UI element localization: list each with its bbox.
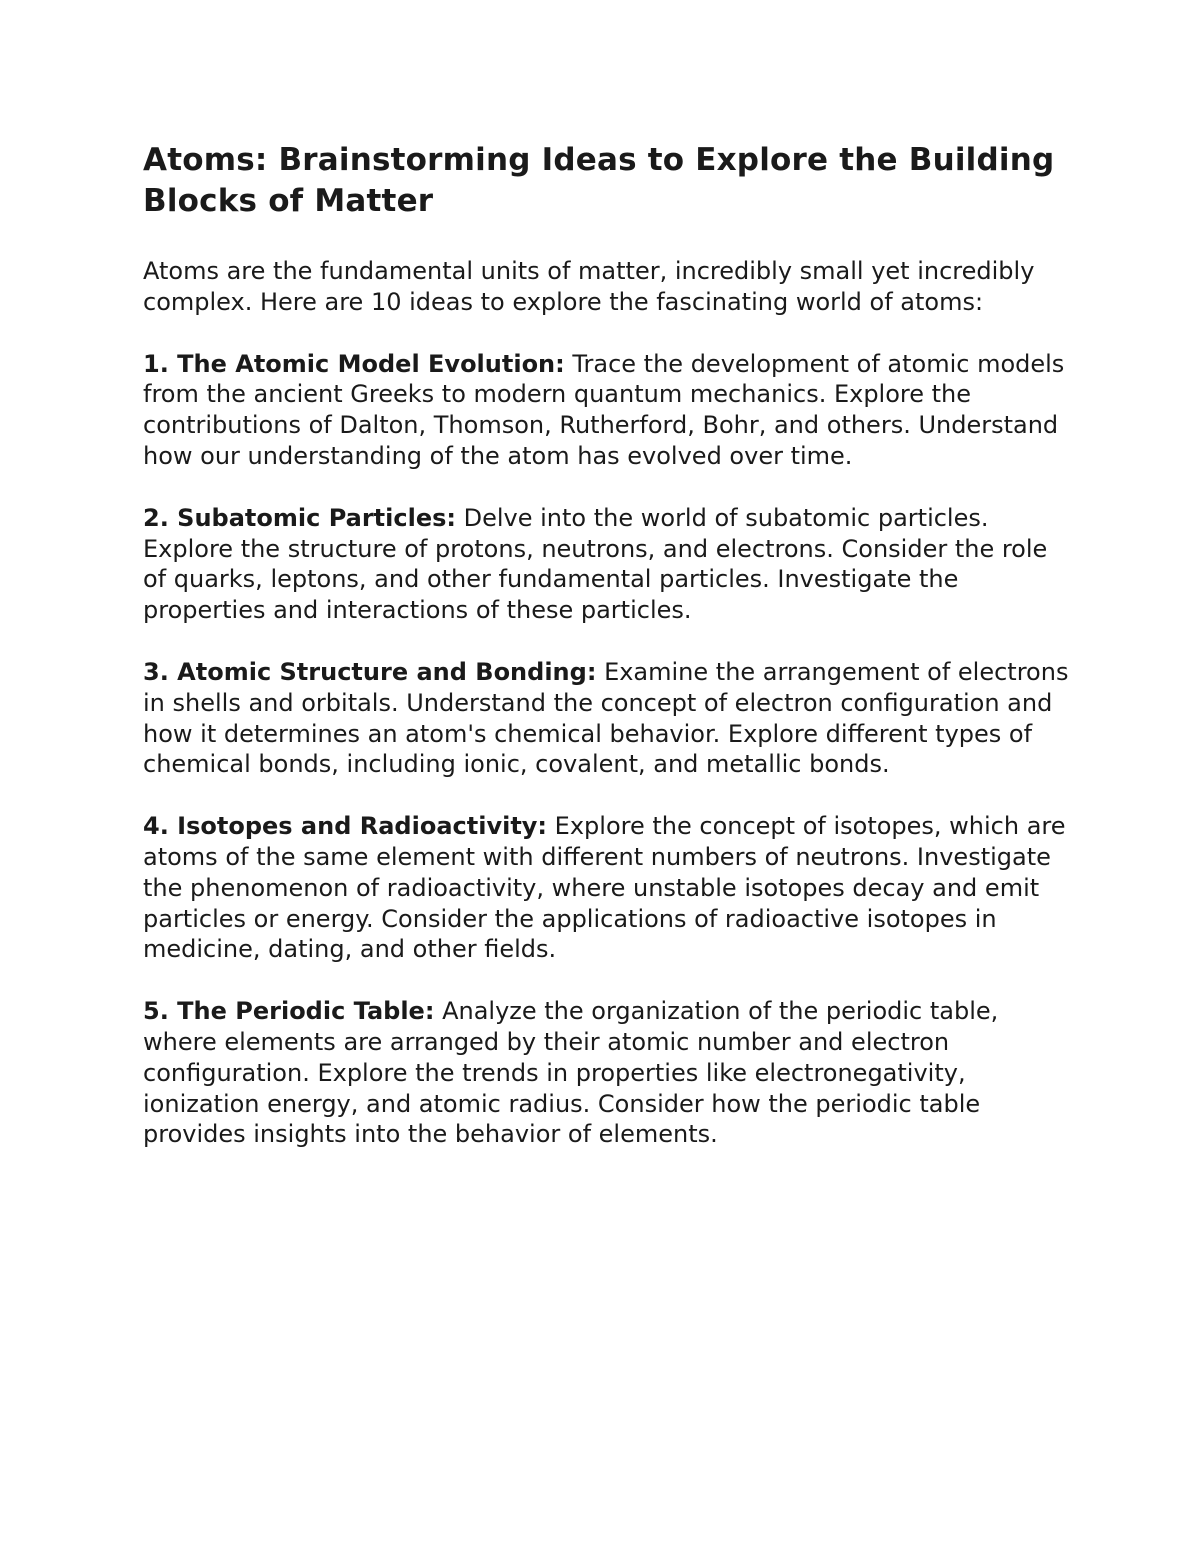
idea-paragraph <box>143 503 1073 626</box>
idea-body: Explore the concept of isotopes, which are atoms of the same element with different numbers of neutrons. Investigate the phenomenon of radioactivity, where unstable isotopes decay and emit particles or energy. Consider the applications of radioactive isotopes in medicine, dating, and other fields. <box>143 812 1066 964</box>
idea-body: Examine the arrangement of electrons in shells and orbitals. Understand the concept of electron configuration and how it determines an atom's chemical behavior. Explore different types of chemical bonds, including ionic, covalent, and metallic bonds. <box>143 657 1069 779</box>
idea-body: Trace the development of atomic models from the ancient Greeks to modern quantum mechanics. Explore the contributions of Dalton, Thomson, Rutherford, Bohr, and others. Understand how our understanding of the atom has evolved over time. <box>143 349 1065 470</box>
idea-heading: 3. Atomic Structure and Bonding: <box>143 657 597 686</box>
idea-heading: 4. Isotopes and Radioactivity: <box>143 812 548 841</box>
idea-body: Analyze the organization of the periodic table, where elements are arranged by their atomic number and electron configuration. Explore the trends in properties like electronegativity, ionization energy, and atomic radius. Consider how the periodic table provides insights into the behavior of elements. <box>143 997 999 1149</box>
idea-paragraph <box>143 996 1073 1150</box>
idea-paragraph <box>143 811 1073 965</box>
idea-heading: 1. The Atomic Model Evolution: <box>143 349 565 378</box>
document-title: Atoms: Brainstorming Ideas to Explore the Building Blocks of Matter <box>143 142 1055 219</box>
intro-paragraph: Atoms are the fundamental units of matter, incredibly small yet incredibly complex. Here are 10 ideas to explore the fascinating world of atoms: <box>143 257 1035 316</box>
idea-heading: 5. The Periodic Table: <box>143 997 435 1026</box>
idea-paragraph <box>143 349 1073 472</box>
idea-body: Delve into the world of subatomic particles. Explore the structure of protons, neutrons, and electrons. Consider the role of quarks, leptons, and other fundamental particles. Investigate the properties and interactions of these particles. <box>143 503 1048 625</box>
document-page <box>143 140 1073 1181</box>
idea-heading: 2. Subatomic Particles: <box>143 503 456 532</box>
idea-paragraph <box>143 657 1073 780</box>
